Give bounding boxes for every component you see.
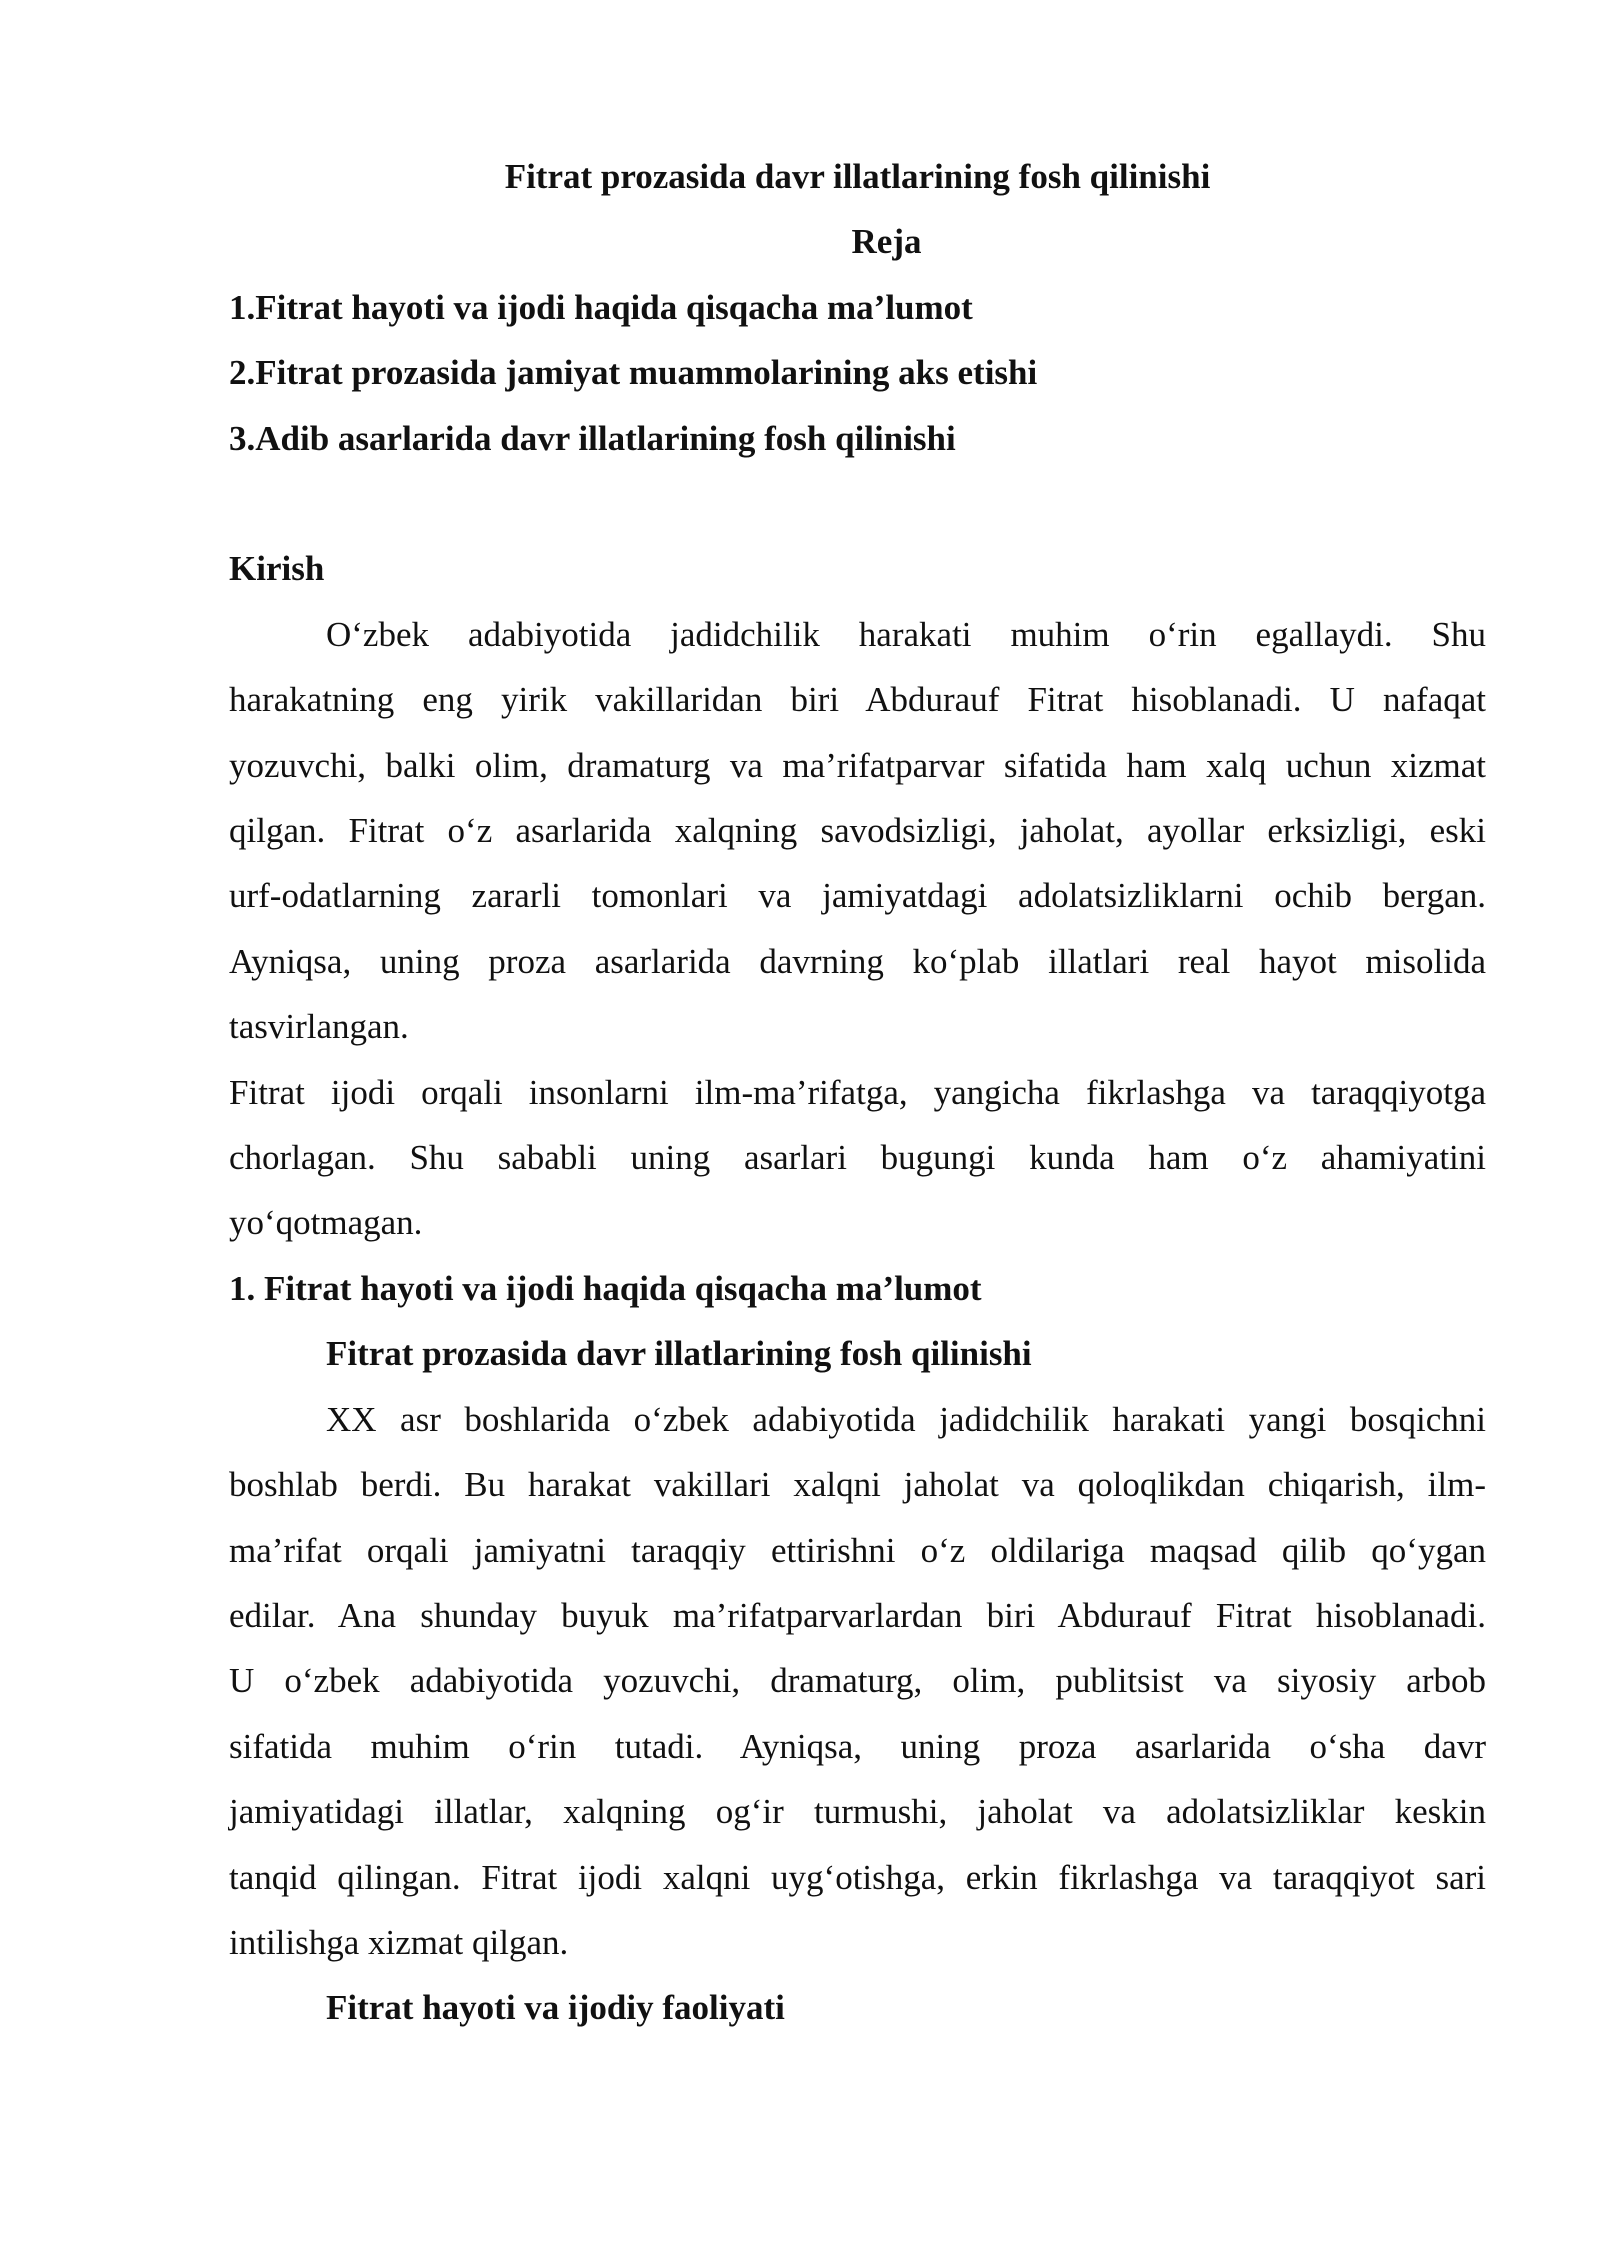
- section-1-paragraph: [229, 1387, 1486, 1976]
- intro-paragraph-1: [229, 602, 1486, 1060]
- paragraph-line: Ayniqsa, uning proza asarlarida davrning ko‘plab illatlari real hayot misolida: [229, 941, 1486, 981]
- paragraph-line: tanqid qilingan. Fitrat ijodi xalqni uyg‘otishga, erkin fikrlashga va taraqqiyot sari: [229, 1857, 1486, 1897]
- paragraph-line: sifatida muhim o‘rin tutadi. Ayniqsa, uning proza asarlarida o‘sha davr: [229, 1726, 1486, 1766]
- paragraph-line: jamiyatidagi illatlar, xalqning og‘ir turmushi, jaholat va adolatsizliklar keskin: [229, 1792, 1486, 1832]
- paragraph-line: ma’rifat orqali jamiyatni taraqqiy ettirishni o‘z oldilariga maqsad qilib qo‘ygan: [229, 1530, 1486, 1570]
- document-title: Fitrat prozasida davr illatlarining fosh qilinishi: [504, 157, 1211, 196]
- plan-heading: Reja: [851, 222, 922, 262]
- section-1-heading: 1. Fitrat hayoti va ijodi haqida qisqacha ma’lumot: [229, 1268, 982, 1308]
- paragraph-line: intilishga xizmat qilgan.: [229, 1922, 569, 1962]
- section-2-subtitle: Fitrat hayoti va ijodiy faoliyati: [326, 1988, 785, 2028]
- paragraph-line: boshlab berdi. Bu harakat vakillari xalqni jaholat va qoloqlikdan chiqarish, ilm-: [229, 1465, 1486, 1505]
- blank-line: [229, 471, 1486, 536]
- paragraph-line: yo‘qotmagan.: [229, 1203, 423, 1243]
- plan-item: 3.Adib asarlarida davr illatlarining fosh qilinishi: [229, 418, 956, 458]
- paragraph-line: qilgan. Fitrat o‘z asarlarida xalqning savodsizligi, jaholat, ayollar erksizligi, eski: [229, 811, 1486, 851]
- intro-paragraph-2: [229, 1060, 1486, 1256]
- paragraph-line: U o‘zbek adabiyotida yozuvchi, dramaturg, olim, publitsist va siyosiy arbob: [229, 1661, 1486, 1701]
- paragraph-line: chorlagan. Shu sababli uning asarlari bugungi kunda ham o‘z ahamiyatini: [229, 1138, 1486, 1178]
- paragraph-line: O‘zbek adabiyotida jadidchilik harakati muhim o‘rin egallaydi. Shu: [326, 614, 1486, 654]
- document-page: [229, 144, 1486, 2041]
- intro-heading: Kirish: [229, 549, 325, 589]
- paragraph-line: XX asr boshlarida o‘zbek adabiyotida jadidchilik harakati yangi bosqichni: [326, 1399, 1486, 1439]
- paragraph-line: tasvirlangan.: [229, 1007, 409, 1047]
- section-1-subtitle: Fitrat prozasida davr illatlarining fosh qilinishi: [326, 1334, 1032, 1374]
- paragraph-line: Fitrat ijodi orqali insonlarni ilm-ma’rifatga, yangicha fikrlashga va taraqqiyotga: [229, 1072, 1486, 1112]
- paragraph-line: edilar. Ana shunday buyuk ma’rifatparvarlardan biri Abdurauf Fitrat hisoblanadi.: [229, 1595, 1486, 1635]
- paragraph-line: harakatning eng yirik vakillaridan biri Abdurauf Fitrat hisoblanadi. U nafaqat: [229, 680, 1486, 720]
- plan-item: 2.Fitrat prozasida jamiyat muammolarining aks etishi: [229, 353, 1038, 393]
- plan-item: 1.Fitrat hayoti va ijodi haqida qisqacha ma’lumot: [229, 287, 973, 327]
- paragraph-line: urf-odatlarning zararli tomonlari va jamiyatdagi adolatsizliklarni ochib bergan.: [229, 876, 1486, 916]
- paragraph-line: yozuvchi, balki olim, dramaturg va ma’rifatparvar sifatida ham xalq uchun xizmat: [229, 745, 1486, 785]
